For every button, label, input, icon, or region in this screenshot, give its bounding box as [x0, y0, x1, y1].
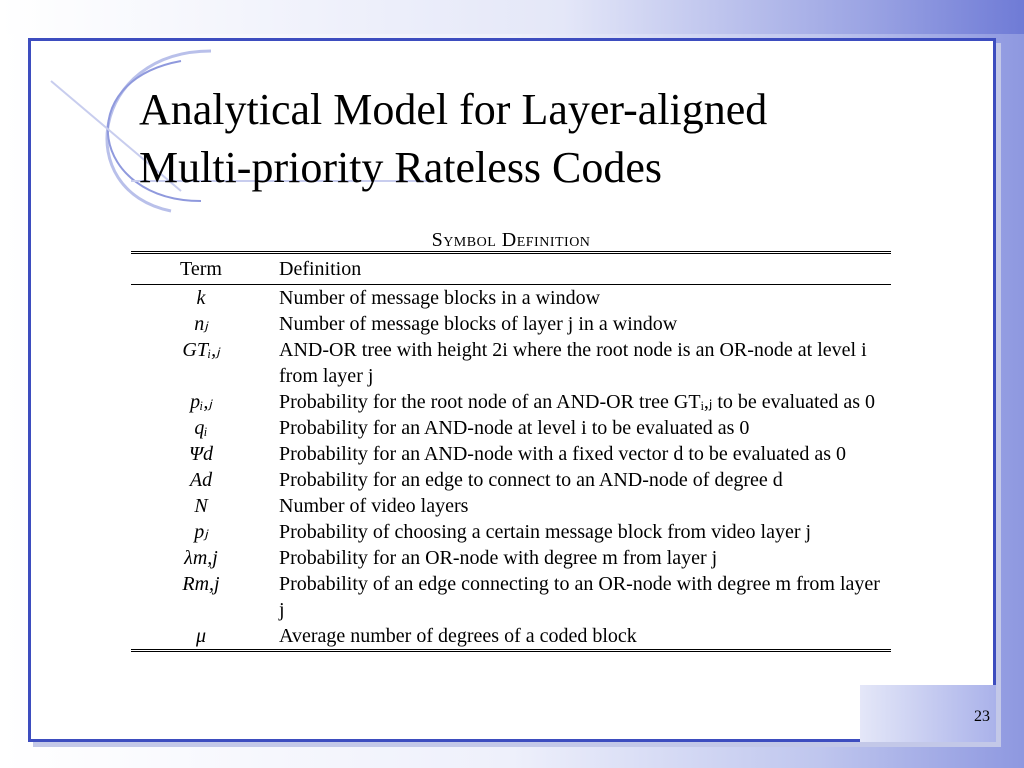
table-row: [131, 519, 891, 545]
symbol-table: [131, 251, 891, 652]
title-line-2: Multi-priority Rateless Codes: [139, 143, 663, 192]
header-term: Term: [180, 258, 222, 280]
row-definition: Probability of an edge connecting to an OR-node with degree m from layer j: [279, 573, 880, 621]
row-definition: Number of message blocks of layer j in a window: [279, 313, 678, 335]
row-definition: Probability for an AND-node with a fixed vector d to be evaluated as 0: [279, 443, 847, 465]
row-definition: Average number of degrees of a coded block: [279, 625, 637, 647]
row-term: μ: [195, 625, 207, 647]
row-definition: Number of message blocks in a window: [279, 287, 601, 309]
row-definition: Probability for the root node of an AND-OR tree GTᵢ,ⱼ to be evaluated as 0: [279, 391, 876, 413]
slide-title: [139, 81, 979, 197]
table-row: [131, 441, 891, 467]
row-term: GTᵢ,ⱼ: [182, 339, 220, 361]
row-term: qᵢ: [194, 417, 208, 439]
table-row: [131, 623, 891, 649]
table-row: [131, 311, 891, 337]
table-row: [131, 337, 891, 389]
row-term: Ψd: [188, 443, 214, 465]
row-term: Ad: [189, 469, 213, 491]
top-gradient-band: [0, 0, 1024, 34]
slide-number: 23: [974, 708, 990, 725]
row-definition: AND-OR tree with height 2i where the root node is an OR-node at level i from layer j: [279, 339, 867, 387]
row-definition: Probability for an OR-node with degree m from layer j: [279, 547, 718, 569]
table-row: [131, 467, 891, 493]
slide-frame: [28, 38, 996, 742]
row-definition: Number of video layers: [279, 495, 469, 517]
row-term: k: [196, 287, 206, 309]
table-row: [131, 415, 891, 441]
row-term: pⱼ: [194, 521, 208, 543]
table-header: [131, 254, 891, 285]
table-row: [131, 545, 891, 571]
table-caption: Symbol Definition: [431, 229, 591, 251]
row-definition: Probability of choosing a certain message block from video layer j: [279, 521, 812, 543]
table-row: [131, 389, 891, 415]
row-term: λm,j: [184, 547, 218, 569]
row-definition: Probability for an AND-node at level i to be evaluated as 0: [279, 417, 750, 439]
row-term: pᵢ,ⱼ: [190, 391, 212, 413]
row-term: Rm,j: [182, 573, 220, 595]
title-line-1: Analytical Model for Layer-aligned: [139, 85, 768, 134]
table-row: [131, 493, 891, 519]
table-row: [131, 285, 891, 311]
row-definition: Probability for an edge to connect to an AND-node of degree d: [279, 469, 783, 491]
table-row: [131, 571, 891, 623]
header-definition: Definition: [279, 258, 362, 280]
row-term: N: [194, 495, 208, 517]
row-term: nⱼ: [194, 313, 208, 335]
